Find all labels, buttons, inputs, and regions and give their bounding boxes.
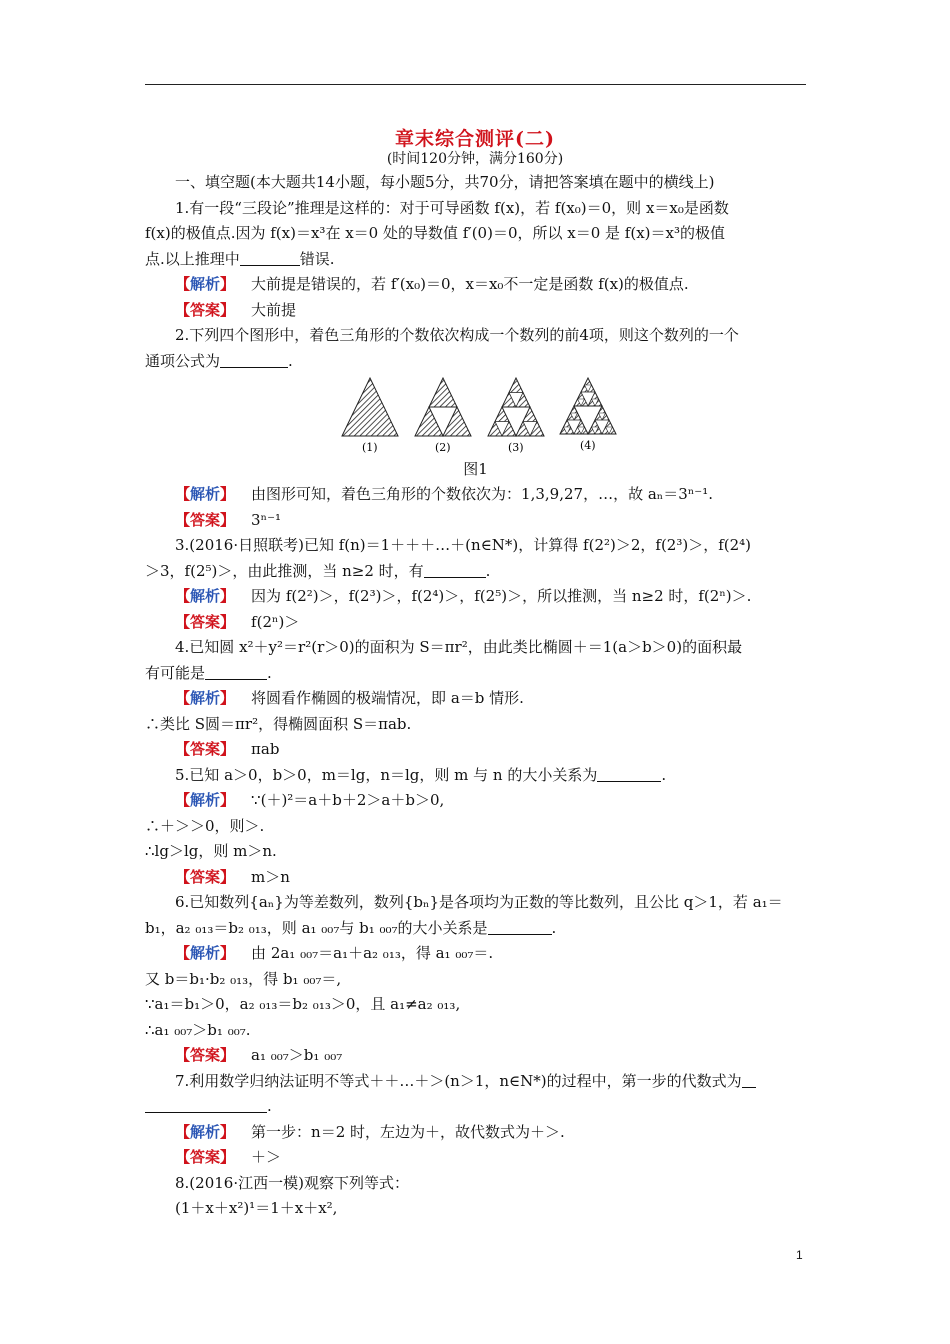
answer-tag: 【答案】 (175, 510, 236, 529)
answer-blank (220, 353, 288, 368)
q1-line-2: f(x)的极值点.因为 f(x)＝x³在 x＝0 处的导数值 f′(0)＝0，所以 x＝0 是 f(x)＝x³的极值 (145, 224, 725, 242)
q7-line-2: . (145, 1094, 806, 1120)
answer-blank (424, 563, 486, 578)
figure-label-3: (3) (508, 441, 524, 454)
q2-line-1: 2.下列四个图形中，着色三角形的个数依次构成一个数列的前4项，则这个数列的一个 (175, 326, 739, 344)
q3-solution-text: 因为 f(2²)＞，f(2³)＞，f(2⁴)＞，f(2⁵)＞，所以推测，当 n≥2 时，f(2ⁿ)＞. (251, 587, 752, 605)
q3-line-1: 3.(2016·日照联考)已知 f(n)＝1＋＋＋…＋(n∈N*)，计算得 f(2²)＞2，f(2³)＞，f(2⁴) (175, 536, 752, 554)
q3-answer-text: f(2ⁿ)＞ (251, 612, 300, 631)
q4-solution (145, 686, 806, 712)
sierpinski-triangles-diagram (340, 376, 630, 454)
answer-tag: 【答案】 (175, 867, 236, 886)
page-number: 1 (796, 1248, 803, 1262)
answer-blank (597, 767, 661, 782)
q3-line-2: ＞3，f(2⁵)＞，由此推测，当 n≥2 时，有 . (145, 561, 491, 580)
q1-solution-text: 大前提是错误的，若 f′(x₀)＝0，x＝x₀不一定是函数 f(x)的极值点. (251, 275, 689, 293)
q2-line-2-text: 通项公式为 (145, 351, 221, 370)
solution-tag: 【解析】 (175, 944, 236, 962)
q6-line-3: 又 b＝b₁·b₂ ₀₁₃，得 b₁ ₀₀₇＝, (145, 969, 342, 988)
figure-label-1: (1) (362, 441, 378, 454)
q6-line-5: ∴a₁ ₀₀₇＞b₁ ₀₀₇. (145, 1020, 251, 1039)
answer-blank (240, 251, 300, 266)
q4-line-2: 有可能是 . (145, 663, 272, 682)
answer-tag: 【答案】 (175, 740, 236, 758)
q6-answer (145, 1043, 806, 1069)
q4-answer (145, 737, 806, 763)
section-heading: 一、填空题(本大题共14小题，每小题5分，共70分，请把答案填在题中的横线上) (175, 173, 715, 191)
q1-line-3-end: 错误. (299, 249, 335, 268)
q4-line-1: 4.已知圆 x²＋y²＝r²(r＞0)的面积为 S＝πr²，由此类比椭圆＋＝1(a＞b＞0)的面积最 (175, 638, 743, 656)
page-subtitle: (时间120分钟，满分160分) (386, 151, 564, 167)
answer-blank (742, 1073, 756, 1088)
header-rule (145, 84, 806, 85)
q1-line-3-text: 点.以上推理中 (145, 249, 240, 268)
q5-line-3: ∴lg＞lg，则 m＞n. (145, 842, 277, 860)
q8-line-1: 8.(2016·江西一模)观察下列等式： (175, 1173, 409, 1192)
triangle-stage-4 (560, 378, 616, 434)
triangle-stage-3 (488, 378, 544, 436)
q2-solution-text: 由图形可知，着色三角形的个数依次为：1,3,9,27，…，故 aₙ＝3ⁿ⁻¹. (251, 485, 714, 503)
solution-tag: 【解析】 (175, 1122, 236, 1141)
q6-solution-text: 由 2a₁ ₀₀₇＝a₁＋a₂ ₀₁₃，得 a₁ ₀₀₇＝. (251, 944, 494, 962)
answer-blank (145, 1098, 267, 1113)
solution-tag: 【解析】 (175, 587, 236, 605)
q6-line-1: 6.已知数列{aₙ}为等差数列，数列{bₙ}是各项均为正数的等比数列，且公比 q＞1，若 a₁＝ (175, 893, 783, 911)
answer-blank (488, 920, 552, 935)
q2-solution (145, 482, 806, 508)
answer-tag: 【答案】 (175, 612, 236, 631)
q6-line-4: ∵a₁＝b₁＞0，a₂ ₀₁₃＝b₂ ₀₁₃＞0，且 a₁≠a₂ ₀₁₃, (145, 995, 461, 1013)
answer-blank (205, 665, 267, 680)
q7-solution (145, 1120, 806, 1146)
q4-solution-text: 将圆看作椭圆的极端情况，即 a＝b 情形. (251, 689, 524, 707)
q1-solution (145, 272, 806, 298)
figure-label-2: (2) (435, 441, 451, 454)
q2-line-2: 通项公式为 . (145, 351, 293, 370)
answer-tag: 【答案】 (175, 1046, 236, 1064)
q1-line-3 (145, 247, 806, 273)
q3-answer (145, 610, 806, 636)
q2-answer-text: 3ⁿ⁻¹ (251, 510, 282, 529)
q5-answer-text: m＞n (251, 867, 290, 886)
sierpinski-figure (145, 374, 806, 456)
solution-tag: 【解析】 (175, 485, 236, 503)
q5-solution-text: ∵(＋)²＝a＋b＋2＞a＋b＞0, (251, 791, 445, 809)
q1-answer (145, 298, 806, 324)
q2-answer (145, 508, 806, 534)
q4-line-3: ∴类比 S圆＝πr²，得椭圆面积 S＝πab. (145, 714, 412, 733)
document-body (145, 170, 806, 1222)
q6-solution (145, 941, 806, 967)
page-title: 章末综合测评(二) (395, 128, 555, 150)
q6-line-2: b₁，a₂ ₀₁₃＝b₂ ₀₁₃，则 a₁ ₀₀₇与 b₁ ₀₀₇的大小关系是 . (145, 918, 557, 937)
q7-answer (145, 1145, 806, 1171)
q1-line-1: 1.有一段“三段论”推理是这样的：对于可导函数 f(x)，若 f(x₀)＝0，则 x＝x₀是函数 (175, 198, 729, 217)
q3-solution (145, 584, 806, 610)
answer-tag: 【答案】 (175, 300, 236, 319)
solution-tag: 【解析】 (175, 689, 236, 707)
q5-answer (145, 865, 806, 891)
q5-line-1: 5.已知 a＞0，b＞0，m＝lg，n＝lg，则 m 与 n 的大小关系为 . (175, 765, 667, 784)
q5-line-2: ∴＋＞＞0，则＞. (145, 816, 265, 835)
figure-label-4: (4) (580, 439, 596, 452)
figure-caption: 图1 (463, 460, 488, 478)
q7-answer-text: ＋＞ (251, 1148, 282, 1166)
q6-answer-text: a₁ ₀₀₇＞b₁ ₀₀₇ (251, 1046, 343, 1064)
q4-answer-text: πab (251, 740, 280, 758)
solution-tag: 【解析】 (175, 275, 236, 293)
q8-line-2: (1＋x＋x²)¹＝1＋x＋x², (175, 1199, 338, 1217)
q7-solution-text: 第一步：n＝2 时，左边为＋，故代数式为＋＞. (251, 1122, 565, 1141)
answer-tag: 【答案】 (175, 1148, 236, 1166)
solution-tag: 【解析】 (175, 791, 236, 809)
q7-line-1: 7.利用数学归纳法证明不等式＋＋…＋＞(n＞1，n∈N*)的过程中，第一步的代数式为 (145, 1069, 806, 1095)
q5-solution (145, 788, 806, 814)
triangle-stage-1 (342, 378, 398, 436)
triangle-stage-2 (415, 378, 471, 436)
q1-answer-text: 大前提 (251, 300, 297, 319)
